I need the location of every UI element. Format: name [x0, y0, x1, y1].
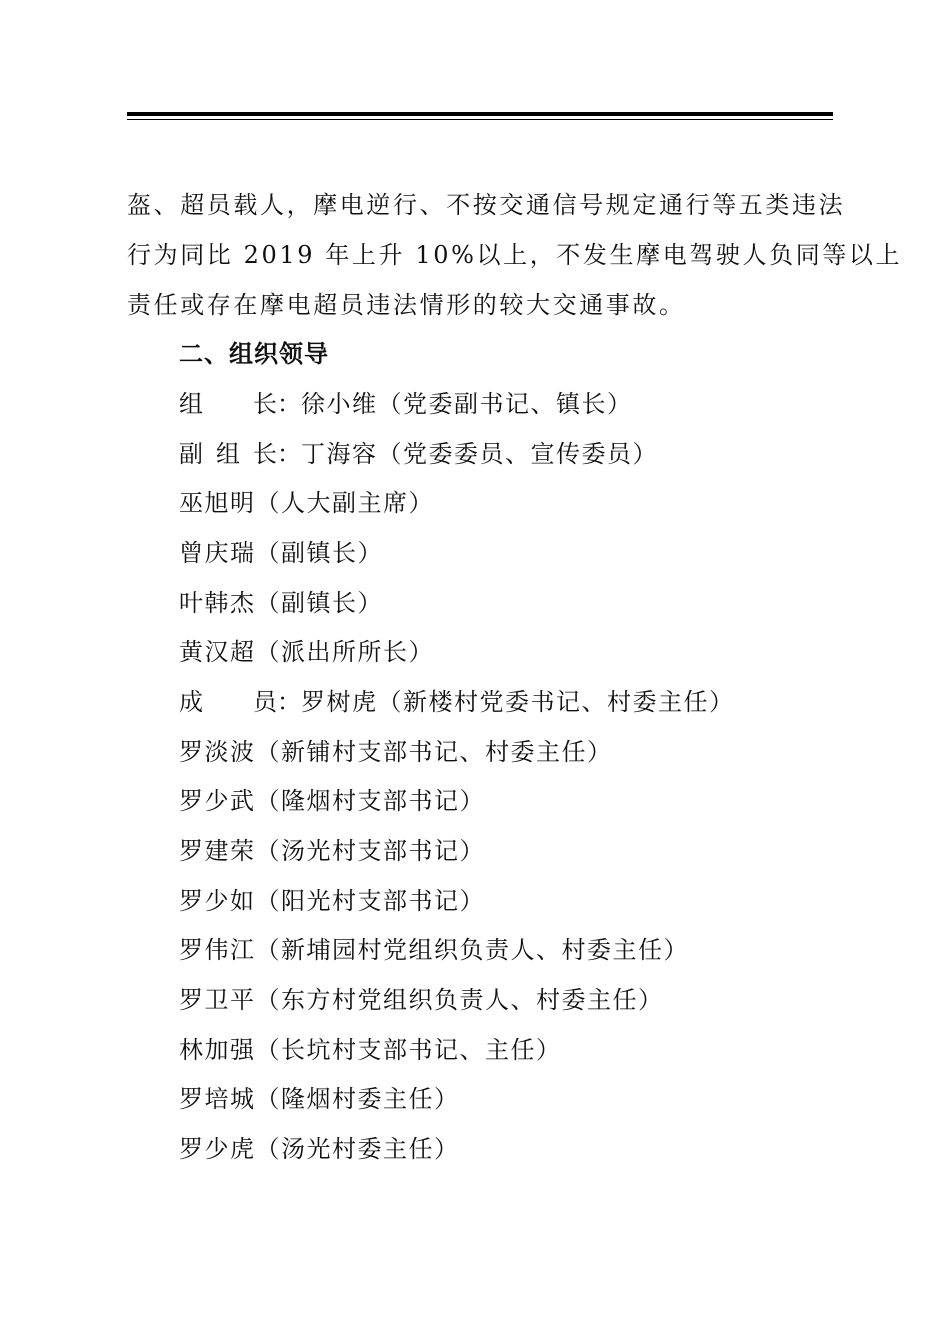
members-label: [179, 687, 301, 717]
leader-text: 徐小维（党委副书记、镇长）: [301, 390, 633, 418]
deputy-label: [179, 439, 301, 469]
label-char: 长：: [253, 440, 301, 468]
member-row: 罗少虎（汤光村委主任）: [179, 1135, 460, 1163]
section-heading: 二、组织领导: [179, 340, 329, 368]
header-rule-thin: [127, 119, 833, 120]
deputy-other-row: 叶韩杰（副镇长）: [179, 589, 383, 617]
deputy-text: 丁海容（党委委员、宣传委员）: [301, 440, 658, 468]
member-row: 罗淡波（新铺村支部书记、村委主任）: [179, 738, 613, 766]
members-lead-row: [179, 687, 735, 717]
label-char: 组: [216, 440, 240, 468]
label-char: 成: [179, 688, 203, 716]
label-char: 长：: [253, 390, 301, 418]
deputy-other-row: 巫旭明（人大副主席）: [179, 489, 434, 517]
member-row: 罗少武（隆烟村支部书记）: [179, 787, 485, 815]
label-char: 员：: [253, 688, 301, 716]
member-row: 罗少如（阳光村支部书记）: [179, 887, 485, 915]
label-char: 组: [179, 390, 203, 418]
paragraph-line: 行为同比 2019 年上升 10%以上，不发生摩电驾驶人负同等以上: [127, 241, 903, 269]
leader-row: [179, 389, 633, 419]
deputy-other-row: 黄汉超（派出所所长）: [179, 638, 434, 666]
members-lead-text: 罗树虎（新楼村党委书记、村委主任）: [301, 688, 735, 716]
label-char: 副: [179, 440, 203, 468]
paragraph-line: 盔、超员载人，摩电逆行、不按交通信号规定通行等五类违法: [127, 191, 846, 219]
member-row: 罗伟江（新埔园村党组织负责人、村委主任）: [179, 936, 689, 964]
member-row: 罗建荣（汤光村支部书记）: [179, 837, 485, 865]
member-row: 罗卫平（东方村党组织负责人、村委主任）: [179, 986, 664, 1014]
header-rule-thick: [127, 112, 833, 116]
leader-label: [179, 389, 301, 419]
member-row: 罗培城（隆烟村委主任）: [179, 1085, 460, 1113]
paragraph-line: 责任或存在摩电超员违法情形的较大交通事故。: [127, 291, 686, 319]
deputy-other-row: 曾庆瑞（副镇长）: [179, 539, 383, 567]
deputy-row: [179, 439, 658, 469]
member-row: 林加强（长坑村支部书记、主任）: [179, 1036, 562, 1064]
